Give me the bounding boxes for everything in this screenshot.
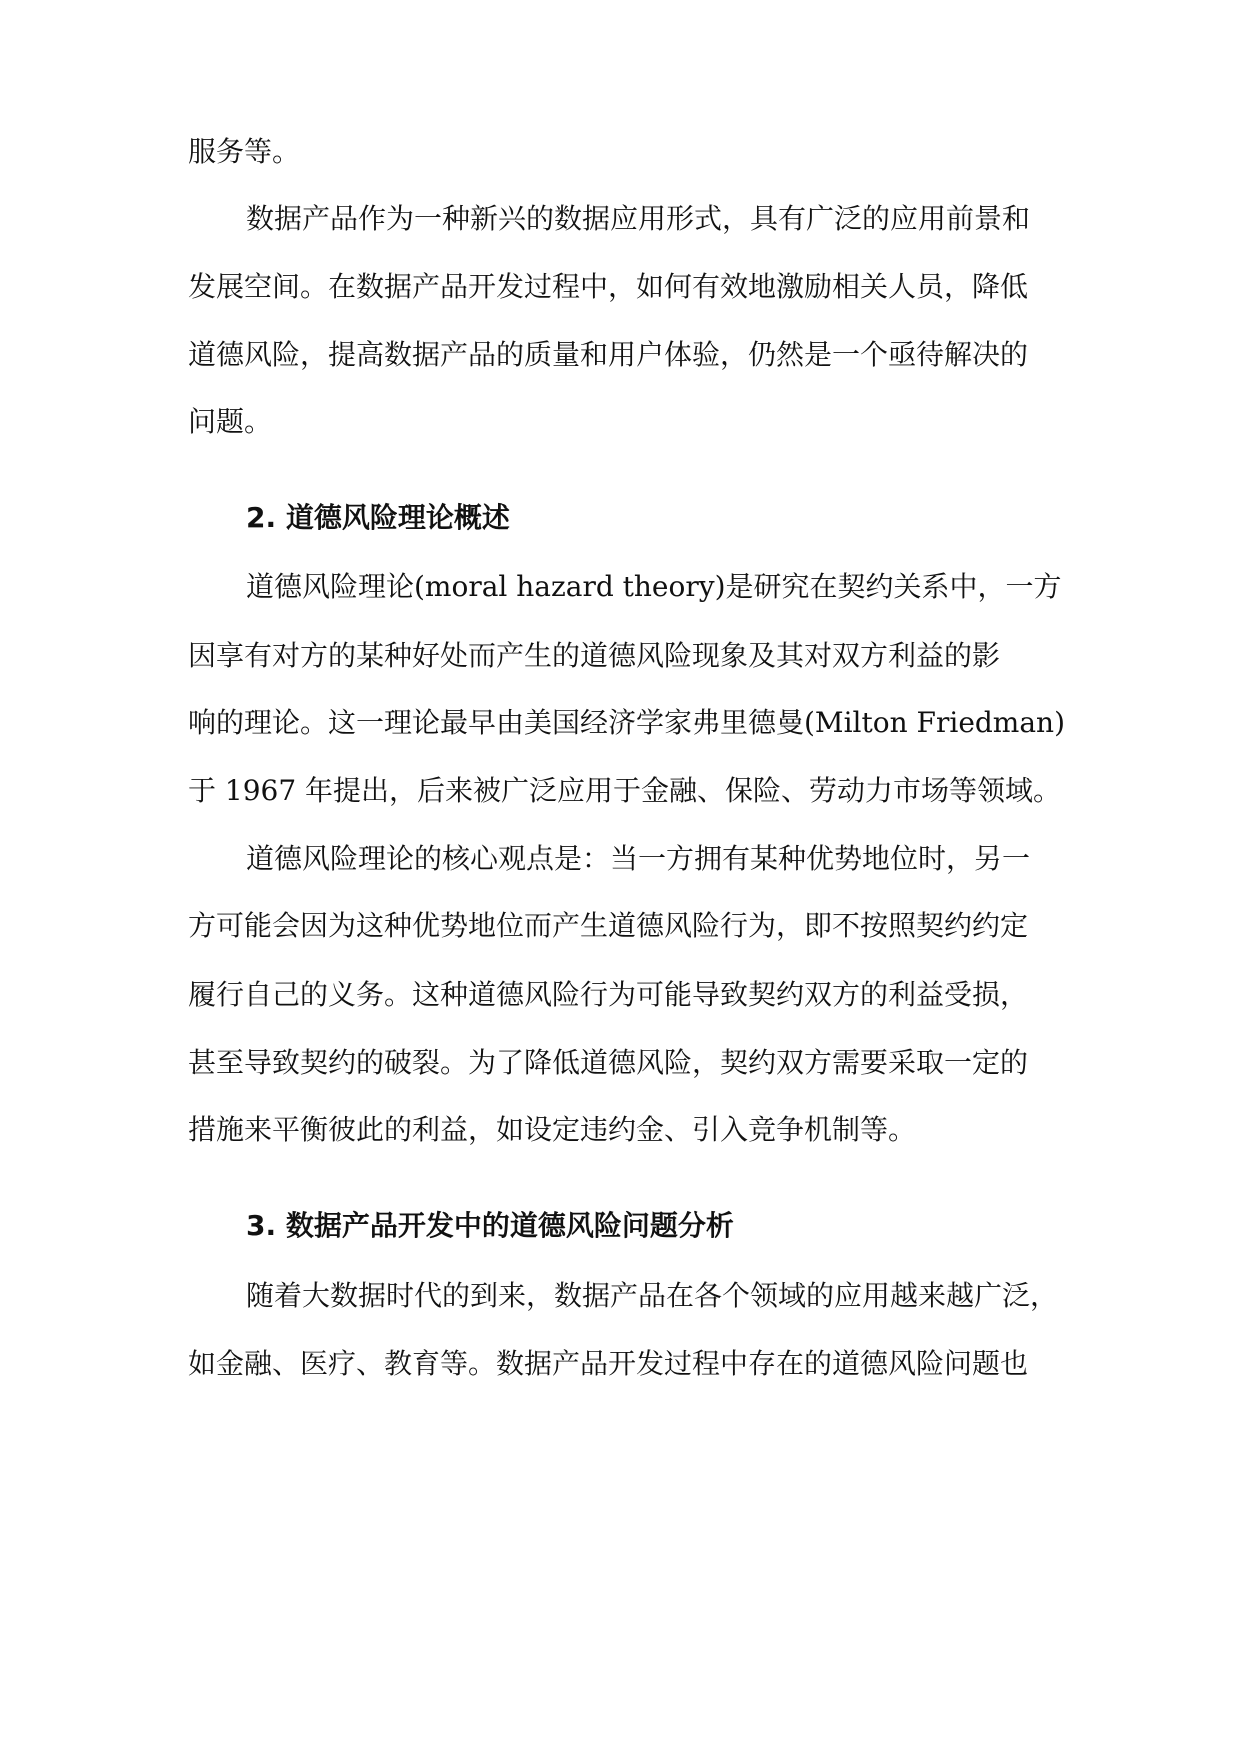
paragraph-line: 甚至导致契约的破裂。为了降低道德风险，契约双方需要采取一定的 <box>188 1046 1029 1079</box>
paragraph-line: 措施来平衡彼此的利益，如设定违约金、引入竞争机制等。 <box>188 1113 917 1146</box>
paragraph-line: 于 1967 年提出，后来被广泛应用于金融、保险、劳动力市场等领域。 <box>188 774 1062 807</box>
paragraph-line: 发展空间。在数据产品开发过程中，如何有效地激励相关人员，降低 <box>188 270 1029 303</box>
paragraph-line: 服务等。 <box>188 135 301 168</box>
paragraph-line: 道德风险，提高数据产品的质量和用户体验，仍然是一个亟待解决的 <box>188 338 1029 371</box>
paragraph-line: 履行自己的义务。这种道德风险行为可能导致契约双方的利益受损， <box>188 978 1029 1011</box>
paragraph-line: 随着大数据时代的到来，数据产品在各个领域的应用越来越广泛， <box>246 1279 1059 1312</box>
section-heading: 2. 道德风险理论概述 <box>246 501 510 534</box>
paragraph-line: 问题。 <box>188 405 273 438</box>
paragraph-line: 道德风险理论的核心观点是：当一方拥有某种优势地位时，另一 <box>246 842 1031 875</box>
paragraph-line: 方可能会因为这种优势地位而产生道德风险行为，即不按照契约约定 <box>188 909 1029 942</box>
paragraph-line: 道德风险理论(moral hazard theory)是研究在契约关系中，一方 <box>246 570 1062 603</box>
paragraph-line: 数据产品作为一种新兴的数据应用形式，具有广泛的应用前景和 <box>246 202 1031 235</box>
paragraph-line: 响的理论。这一理论最早由美国经济学家弗里德曼(Milton Friedman) <box>188 706 1066 739</box>
paragraph-line: 如金融、医疗、教育等。数据产品开发过程中存在的道德风险问题也 <box>188 1347 1029 1380</box>
section-heading: 3. 数据产品开发中的道德风险问题分析 <box>246 1209 734 1242</box>
paragraph-line: 因享有对方的某种好处而产生的道德风险现象及其对双方利益的影 <box>188 639 1001 672</box>
